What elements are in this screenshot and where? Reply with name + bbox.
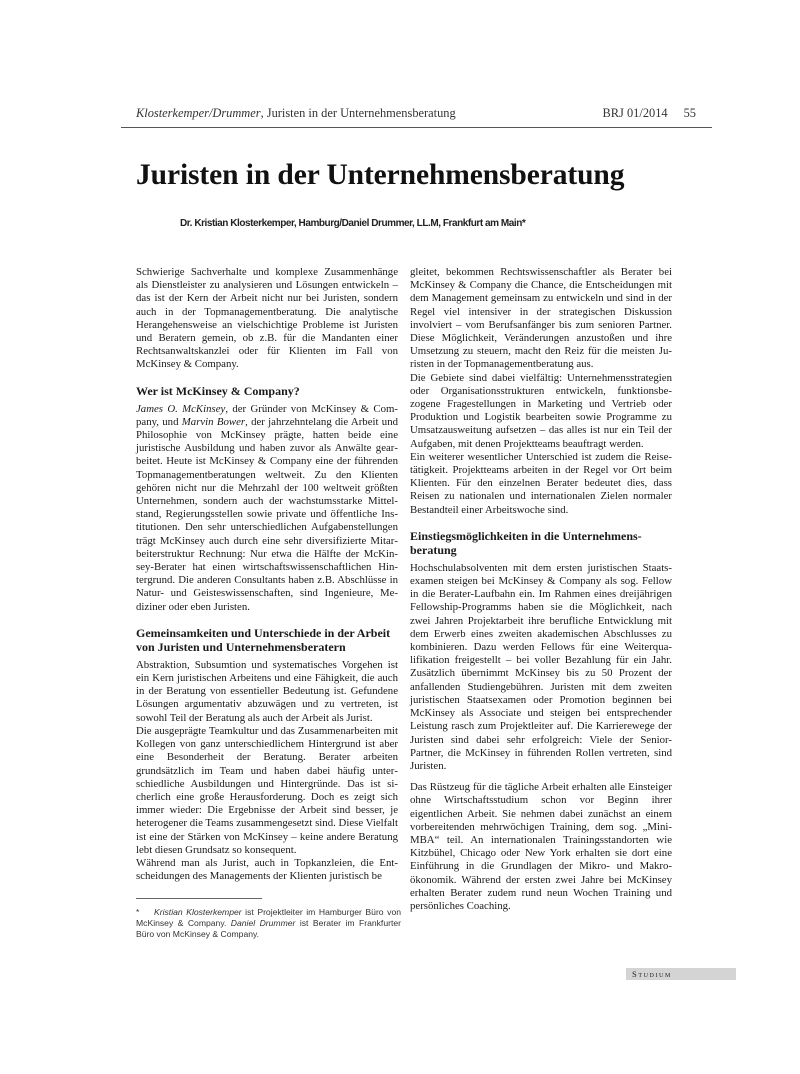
footnote-rule <box>136 898 262 899</box>
paragraph-mckinsey <box>136 403 398 614</box>
right-column <box>410 266 672 913</box>
name-james-mckinsey: James O. McKinsey <box>136 402 226 415</box>
paragraph-fellow: Hochschulabsolventen mit dem ersten juristischen Staatsexamen steigen bei McKinsey & Company als sog. Fellow in die Berater-Laufbahn ein. Im Rahmen eines dreijährigen Fellowship-Programms haben sie die Möglichkeit, nach zwei Jahren Projektarbeit ihre berufliche Entwicklung mit dem Erwerb eines zweiten akademischen Abschlusses zu kombinieren. Dazu werden Fellows für eine Weiterqualifikation freigestellt – bei voller Bezahlung für ein Jahr. Zusätzlich übernimmt McKinsey bis zu 50 Prozent der anfallenden Studiengebühren. Juristen mit dem zweiten juristischen Staatsexamen oder Promotion beginnen bei McKinsey als Associate und steigen bei entsprechender Leistung rasch zum Projektleiter auf. Die Karrierewege der Juristen sind dabei sehr erfolgreich: Viele der Senior-Partner, die McKinsey in führenden Rollen vertreten, sind Juristen. <box>410 561 672 772</box>
paragraph-teamkultur: Die ausgeprägte Teamkultur und das Zusammenarbeiten mit Kollegen von ganz unterschiedlichem Hintergrund ist aber eine Besonderheit der Beratung. Berater arbeiten grundsätzlich im Team und haben dabei häufig unterschiedliche Ausbildungen und Hintergründe. Das ist sicherlich eine große Herausforderung. Doch es zeigt sich immer wieder: Die Ergebnisse der Arbeit sind besser, je heterogener die Teams zusammengesetzt sind. Diese Vielfalt ist eine der Stärken von McKinsey – keine andere Beratung lebt diesen Grundsatz so konsequent. <box>136 724 398 856</box>
name-marvin-bower: Marvin Bower <box>181 415 246 428</box>
page-number: 55 <box>683 106 696 120</box>
article-title: Juristen in der Unternehmensberatung <box>136 159 625 191</box>
paragraph-reisetaetigkeit: Ein weiterer wesentlicher Unterschied ist zudem die Reisetätigkeit. Projektteams arbeiten in der Regel vor Ort beim Klienten. Für den einzelnen Berater bedeutet dies, dass Reisen zu nationalen und internationalen Zielen normaler Bestandteil einer Arbeitswoche sind. <box>410 450 672 516</box>
header-rule <box>121 127 712 128</box>
running-head-title-suffix: , Juristen in der Unternehmensberatung <box>260 106 456 120</box>
section-heading-einstieg: Einstiegsmöglichkeiten in die Unternehmensberatung <box>410 528 642 557</box>
paragraph-abstraktion: Abstraktion, Subsumtion und systematisches Vorgehen ist ein Kern juristischen Arbeitens und eine Fähigkeit, die auch in der Beratung von essentieller Bedeutung ist. Gefundene Lösungen argumentativ abzuwägen und zu vertreten, ist sowohl Teil der Beratung als auch der Arbeit als Jurist. <box>136 658 398 724</box>
left-column <box>136 266 398 883</box>
article-authors: Dr. Kristian Klosterkemper, Hamburg/Daniel Drummer, LL.M, Frankfurt am Main* <box>180 218 526 229</box>
intro-paragraph: Schwierige Sachverhalte und komplexe Zusammenhänge als Dienstleister zu analysieren und Lösungen entwickeln – das ist der Kern der Arbeit nicht nur bei Juristen, sondern auch in der Topmanagementberatung. Die analytische Herangehensweise an vielschichtige Probleme ist Juristen und Beratern gemein, ob z.B. für die Mandanten einer Rechtsanwaltskanzlei oder für Klienten im Fall von McKinsey & Company. <box>136 266 398 371</box>
paragraph-jurist: Während man als Jurist, auch in Topkanzleien, die Entscheidungen des Managements der Klienten juristisch be <box>136 856 398 883</box>
journal-issue: BRJ 01/2014 <box>602 106 668 120</box>
paragraph-text: , der Gründer von McKinsey & Company, und <box>136 402 398 428</box>
running-head-title <box>136 106 456 121</box>
footnote-text: ist Berater im Frankfurter Büro von McKinsey & Company. <box>136 918 401 939</box>
running-head-right <box>603 106 696 121</box>
section-label-text: Studium <box>632 969 672 979</box>
paragraph-text: , der jahrzehntelang die Arbeit und Philosophie von McKinsey prägte, hatten beide eine juristische Ausbildung und haben zuvor als Anwälte gearbeitet. Heute ist McKinsey & Company eine der führenden Topmanagementberatungen weltweit. Zu den Klienten gehören nicht nur die Mehrzahl der 100 weltweit größten Unternehmen, sondern auch der wachstumsstarke Mittelstand, Regierungsstellen sowie private und öffentliche Institutionen. Den sehr unterschiedlichen Aufgabenstellungen trägt McKinsey auch durch eine sehr diversifizierte Mitarbeiterstruktur Rechnung: Nur etwa die Hälfte der McKinsey-Berater hat einen wirtschaftswissenschaftlichen Hintergrund. Die anderen Consultants haben z.B. Abschlüsse in Natur- und Geisteswissenschaften, sind Ingenieure, Mediziner oder eben Juristen. <box>136 415 398 613</box>
section-heading-gemeinsamkeiten: Gemeinsamkeiten und Unterschiede in der Arbeit von Juristen und Unternehmensberatern <box>136 625 391 654</box>
paragraph-training: Das Rüstzeug für die tägliche Arbeit erhalten alle Einsteiger ohne Wirtschaftsstudium schon vor Beginn ihrer eigentlichen Arbeit. Sie nehmen dabei zunächst an einem vorbereitenden mehrwöchigen Training, dem sog. „Mini-MBA“ teil. An internationalen Trainingsstandorten wie Kitzbühel, Chicago oder New York erhalten sie dort eine Einführung in die Grundlagen der Mikro- und Makroökonomik. Während der ersten zwei Jahre bei McKinsey erhalten Berater zudem rund neun Wochen Training und persönliches Coaching. <box>410 781 672 912</box>
running-head-authors: Klosterkemper/Drummer <box>136 106 261 120</box>
section-heading-mckinsey: Wer ist McKinsey & Company? <box>136 383 300 398</box>
footnote-text: ist Projektleiter im Hamburger Büro von McKinsey & Company. <box>136 907 401 928</box>
footnote <box>136 907 401 940</box>
running-head <box>136 106 696 124</box>
footnote-name-2: Daniel Drummer <box>230 918 296 928</box>
footnote-mark: * <box>136 907 140 917</box>
section-label <box>626 968 736 980</box>
paragraph-chance: gleitet, bekommen Rechtswissenschaftler als Berater bei McKinsey & Company die Chance, die Entscheidungen mit dem Management gemeinsam zu entwickeln und sind in der Regel viel intensiver in der strategischen Diskussion involviert – vom Berufsanfänger bis zum senioren Partner. Diese Möglichkeit, Veränderungen anzustoßen und ihre Umsetzung zu steuern, macht den Reiz für die meisten Juristen in der Topmanagementberatung aus. <box>410 266 672 371</box>
paragraph-gebiete: Die Gebiete sind dabei vielfältig: Unternehmensstrategien oder Organisationsstrukturen entwickeln, funktionsbezogene Fragestellungen in Marketing und Vertrieb oder Produktion und Logistik bearbeiten sowie Programme zu Umsatzausweitung aufsetzen – das alles ist nur ein Teil der Aufgaben, mit denen Projektteams beauftragt werden. <box>410 371 672 450</box>
footnote-name-1: Kristian Klosterkemper <box>154 907 242 917</box>
